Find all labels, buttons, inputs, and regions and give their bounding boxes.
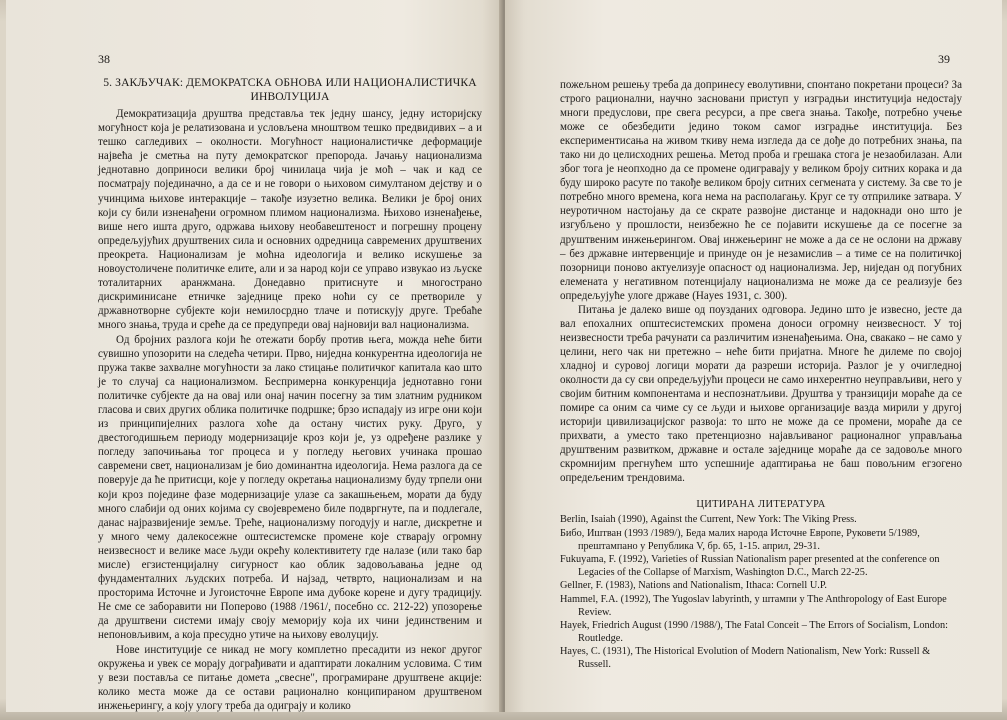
references-title: ЦИТИРАНА ЛИТЕРАТУРА xyxy=(696,499,826,511)
paragraph-3: Нове институције се никад не могу комплетно пресадити из неког другог окружења и увек се морају дограђивати и адаптирати локалним условима. С тим у вези поставља се питање домета „свесне", програмиране друштвене акције: колико места може да се остави рационално конципираном друштвеном инжењерингу, а коју улогу треба да одиграју и колико xyxy=(98,643,482,712)
section-heading xyxy=(98,76,482,104)
reference-item: Hayek, Friedrich August (1990 /1988/), The Fatal Conceit – The Errors of Socialism, London: Routledge. xyxy=(560,620,948,644)
reference-item: Berlin, Isaiah (1990), Against the Current, New York: The Viking Press. xyxy=(560,514,857,526)
paragraph-questions: Питања је далеко више од поузданих одговора. Једино што је извесно, јесте да вал епохалних општесистемских промена доноси огромну неизвесност. У тој неизвесности треба рачунати са различитим изненађењима. Она, свакако – не само у целини, него чак ни претежно – неће бити пријатна. Многе ће дилеме по својој хладној и суровој логици морати да разреши историја. Разлог је у очигледној околности да су сви опредељујући процеси не само инхерентно неуправљиви, него у својим битним компонентама и неспознатљиви. Друштва у транзицији мораће да се помире са оним са чиме су се људи и њихове организације вазда мирили у другој историји цивилизацијског развоја: то што не може да се промени, мораће да се прихвати, а уместо тако претенциозно најављиваног рационалног управљања друштвеним развитком, државне и остале заједнице мораће да се задовоље много скромнијим прегнућем што успешније адаптирања не баш повољним егзогено опредељеним трендовима. xyxy=(560,303,962,485)
references-list xyxy=(560,514,962,671)
right-page xyxy=(505,0,1002,712)
page-number-left: 38 xyxy=(98,52,110,66)
left-page xyxy=(6,0,502,712)
section-heading-line-1: 5. ЗАКЉУЧАК: ДЕМОКРАТСКА ОБНОВА ИЛИ НАЦИОНАЛИСТИЧКА xyxy=(103,76,477,89)
reference-item: Gellner, F. (1983), Nations and Nationalism, Ithaca: Cornell U.P. xyxy=(560,580,828,592)
reference-item: Бибо, Иштван (1993 /1989/), Беда малих народа Источне Европе, Руковети 5/1989, прештампано у Република V, бр. 65, 1-15. април, 29-31. xyxy=(560,527,920,552)
reference-item: Hammel, F.A. (1992), The Yugoslav labyrinth, у штампи у The Anthropology of East Europe Review. xyxy=(560,593,947,618)
paragraph-2: Од бројних разлога који ће отежати борбу против њега, можда неће бити сувишно упозорити на следећа четири. Прво, ниједна конкурентна идеологија не пружа такве захвалне могућности за лако стицање политичког капитала као што је то случај са национализмом. Беспримерна конкуренција једнотавно гони политичке субјекте да на овај или онај начин посегну за тим златним рудником гласова и свих других облика политичке подршке; брзо испадају из игре они који из принципијелних разлога хоће да остану чистих руку. Друго, у двестогодишњем периоду модернизације кроз који је, уз одређене разлике у погледу започињања тог процеса и у погледу његових учинака прошао савремени свет, национализам је био доминантна идеологија. Нема разлога да се поверује да ће притисци, које у погледу окретања национализму буду трпели они који кроз поједине фазе модернизације улазе са закашњењем, морати да буду много слабији од оних којима су својевремено биле подвргнуте, па и подлегале, данас најразвијеније земље. Треће, национализму погодују и нагле, дискретне и у много чему далекосежне оштесистемске промене које стварају огромну неизвесност и велике масе људи окрећу колективитету где налазе (или тако бар мисле) егзистенцијалну сигурност као облик задовољавања једне од фундаменталних људских потреба. И најзад, четврто, национализам и на просторима Источне и Југоисточне Европе има дубоке корене и дугу традицију. Не сме се заборавити ни Поперово (1988 /1961/, посебно сс. 212-22) упозорење да друштвени системи имају своју меморију која их чини јединственим и непоновљивим, а која пресудно утиче на њихову еволуцију. xyxy=(98,333,482,642)
paragraph-continued: пожељном решењу треба да допринесу еволутивни, спонтано покретани процеси? За строго рационални, научно засновани приступ у изградњи институција недостају многи предуслови, пре свега ресурси, а пре свега знања. Такође, потребно учење може се обезбедити једино током самог изградње институција. Без експериментисања на живом ткиву нема изгледа да се дође до потребних знања, па тако ни до целисходних решења. Метод проба и грешака стога је незаобилазан. Али због тога је неопходно да се промене одигравају у великом броју ситних корака и да буду широко расуте по такође великом броју ситних сегмената у систему. За све то је потребно много времена, кога нема на располагању. Круг се ту отприлике затвара. У неуротичном настојању да се скрате развојне дистанце и надокнади оно што је изгубљено у прошлости, неизбежно ће се појавити искушење да се посегне за друштвеним инжењерингом. Овај инжењеринг не може а да се не ослони на државу – без државне интервенције и принуде он је незамислив – а тиме се на политичкој позорници поново актуелизује опасност од национализма. Јер, ниједан од погубних елемената у негативном потенцијалу национализма не може да се реализује без опредељујуће улоге државе (Hayes 1931, с. 300). xyxy=(560,79,962,302)
section-heading-line-2: ИНВОЛУЦИЈА xyxy=(250,90,330,103)
reference-item: Fukuyama, F. (1992), Varieties of Russian Nationalism paper presented at the conference on Legacies of the Collapse of Marxism, Washington D.C., March 22-25. xyxy=(560,554,940,578)
page-number-right: 39 xyxy=(938,52,950,66)
paragraph-1: Демократизација друштва представља тек једну шансу, једну историјску могућност која је релатизована и условљена мноштвом тешко предвидивих – а и тешко сагледивих – околности. Могућност националистичке деформације највећа је сметња на путу демократског препорода. Јачању национализма једнотавно доприноси велики број чинилаца чија је моћ – чак и кад се посматрају појединачно, а да се и не говори о њиховом симултаном дејству и о учинцима њихове интеракције – такође изузетно велика. Велики је број оних који су били изненађени огромном плимом национализма. Њихово изненађење, више него ишта друго, одржава њихову необавештеност и погрешну процену опредељујућих друштвених сила и основних одредница савремених друштвених преокрета. Национализам је моћна идеологија и велико искушење за новоустоличене политичке елите, али и за народ који се управо извукао из љуске тоталитарних аранжмана. Донедавно притиснуте и многострано дискриминисане етничке заједнице преко ноћи су се претвориле у државнотворне субјекте који немилосрдно тлаче и потискују друге. Требаће много знања, труда и среће да се предупреди овај најновији вал национализма. xyxy=(98,108,482,332)
reference-item: Hayes, C. (1931), The Historical Evolution of Modern Nationalism, New York: Russell & Russell. xyxy=(560,646,931,670)
